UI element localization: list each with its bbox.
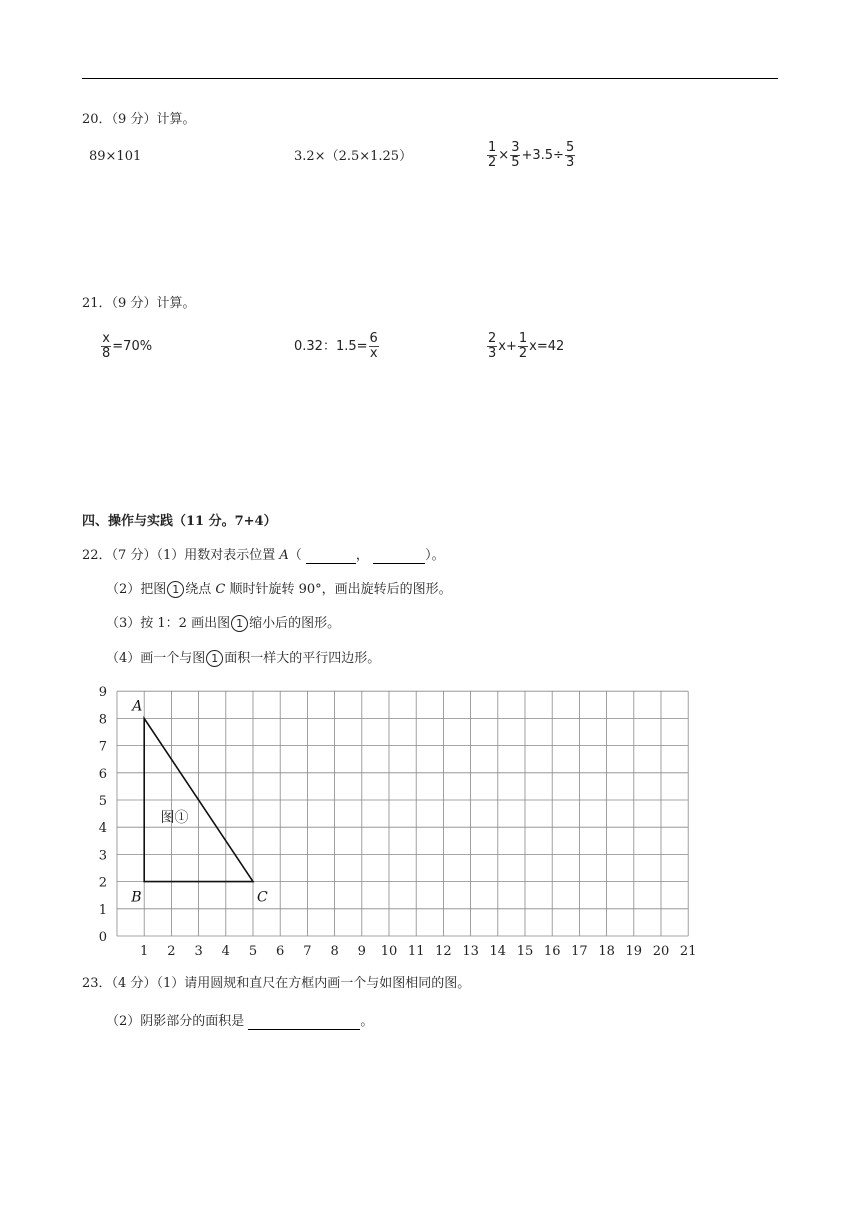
- y-tick-label: 3: [98, 848, 107, 864]
- y-tick-label: 4: [98, 821, 107, 837]
- x-tick-label: 13: [462, 944, 479, 959]
- x-tick-label: 2: [167, 944, 176, 959]
- x-tick-label: 19: [625, 944, 643, 959]
- point-A-label: A: [132, 698, 143, 715]
- x-tick-label: 3: [194, 944, 203, 959]
- x-tick-label: 21: [679, 944, 697, 959]
- q21-expr-3: $\frac{2}{3}$ x+ $\frac{1}{2}$ x=42: [488, 331, 565, 361]
- q20-title: 20．（9 分）计算。: [82, 112, 196, 127]
- answer-blank-area[interactable]: [248, 1016, 360, 1030]
- q22-part-1: 22．（7 分）（1）用数对表示位置 A（ ， ）。: [82, 548, 445, 563]
- q21-expr-1: $\frac{x}{8}$ =70%: [102, 331, 153, 361]
- y-tick-label: 8: [98, 712, 107, 728]
- y-tick-label: 2: [98, 875, 107, 891]
- q22-part-4: （4）画一个与图 1 面积一样大的平行四边形。: [106, 651, 381, 666]
- q21-expr-2: 0.32：1.5= $\frac{6}{x}$: [294, 331, 378, 361]
- q22-part-2: （2）把图 1 绕点 C 顺时针旋转 90°，画出旋转后的图形。: [106, 582, 452, 597]
- y-tick-label: 9: [98, 685, 107, 701]
- x-tick-label: 16: [543, 944, 561, 959]
- x-tick-label: 12: [435, 944, 452, 959]
- x-tick-label: 5: [248, 944, 258, 959]
- x-tick-label: 20: [652, 944, 670, 959]
- q20-expr-3: $\frac{1}{2}$ × $\frac{3}{5}$ +3.5÷ $\frac{5}{3}$: [488, 140, 575, 170]
- x-tick-label: 11: [407, 944, 425, 959]
- q20-expr-1: 89×101: [89, 149, 142, 164]
- point-C-label: C: [257, 889, 268, 906]
- q21-title: 21．（9 分）计算。: [82, 296, 196, 311]
- x-tick-label: 10: [380, 944, 398, 959]
- x-tick-label: 1: [140, 944, 149, 959]
- x-tick-label: 14: [489, 944, 507, 959]
- q23-part-1: 23．（4 分）（1）请用圆规和直尺在方框内画一个与如图相同的图。: [82, 976, 471, 991]
- x-tick-label: 15: [516, 944, 534, 959]
- figure-1-label: 图①: [160, 809, 189, 826]
- x-tick-label: 7: [303, 944, 312, 959]
- y-tick-label: 5: [98, 794, 107, 809]
- y-tick-label: 7: [98, 739, 107, 755]
- x-tick-label: 18: [598, 944, 615, 959]
- x-tick-label: 4: [221, 944, 230, 959]
- x-tick-label: 6: [276, 944, 285, 959]
- x-tick-label: 8: [330, 944, 339, 959]
- x-tick-label: 9: [357, 944, 366, 959]
- section-4-heading: 四、操作与实践（11 分。7+4）: [82, 514, 277, 529]
- q20-expr-2: 3.2×（2.5×1.25）: [294, 149, 413, 164]
- x-tick-label: 17: [571, 944, 588, 959]
- q22-part-3: （3）按 1：2 画出图 1 缩小后的图形。: [106, 616, 341, 631]
- y-tick-label: 6: [98, 766, 107, 782]
- y-tick-label: 1: [98, 902, 107, 918]
- point-B-label: B: [131, 889, 142, 906]
- q23-part-2: （2）阴影部分的面积是 。: [106, 1014, 374, 1029]
- y-tick-label: 0: [98, 930, 107, 945]
